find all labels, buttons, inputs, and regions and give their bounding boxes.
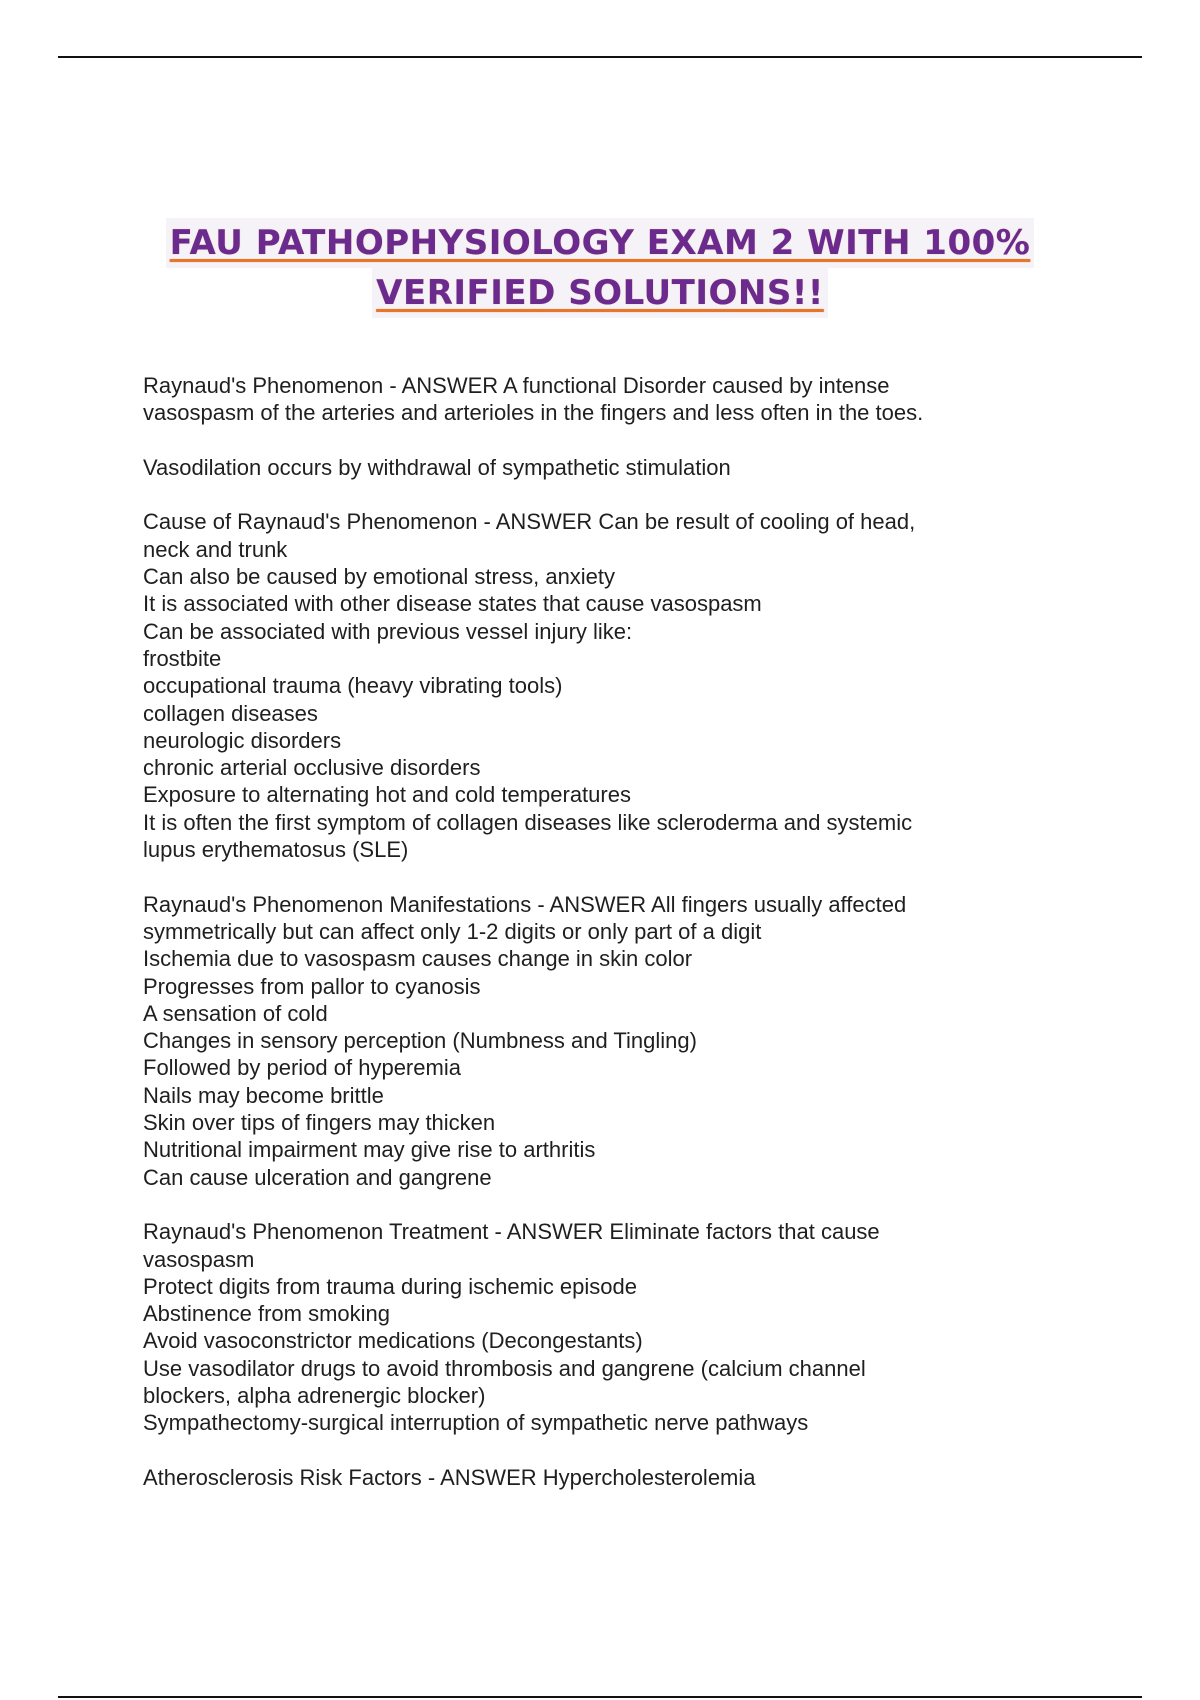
qa-entry [143, 891, 1063, 1191]
entry-line: neck and trunk [143, 536, 288, 562]
entry-line: It is associated with other disease states that cause vasospasm [143, 591, 762, 617]
title-line-1: FAU PATHOPHYSIOLOGY EXAM 2 WITH 100% [166, 218, 1035, 268]
entry-line: vasospasm of the arteries and arterioles in the fingers and less often in the toes. [143, 400, 924, 426]
entry-line: It is often the first symptom of collagen diseases like scleroderma and systemic [143, 809, 913, 835]
entry-line: Can also be caused by emotional stress, anxiety [143, 564, 616, 590]
entry-line: occupational trauma (heavy vibrating tools) [143, 673, 563, 699]
entry-line: blockers, alpha adrenergic blocker) [143, 1382, 486, 1408]
bottom-rule [58, 1696, 1142, 1698]
entry-line: neurologic disorders [143, 727, 342, 753]
entry-line: Changes in sensory perception (Numbness and Tingling) [143, 1028, 697, 1054]
entry-line: Progresses from pallor to cyanosis [143, 973, 481, 999]
entry-line: Nutritional impairment may give rise to arthritis [143, 1137, 596, 1163]
qa-entry [143, 454, 1063, 481]
entry-line: Sympathectomy-surgical interruption of sympathetic nerve pathways [143, 1410, 809, 1436]
entry-line: Avoid vasoconstrictor medications (Decongestants) [143, 1328, 643, 1354]
qa-entry [143, 1464, 1063, 1491]
entry-line: Cause of Raynaud's Phenomenon - ANSWER Can be result of cooling of head, [143, 509, 916, 535]
entry-line: Raynaud's Phenomenon - ANSWER A functional Disorder caused by intense [143, 373, 890, 398]
entry-line: Protect digits from trauma during ischemic episode [143, 1273, 637, 1299]
qa-entry [143, 372, 1063, 427]
entry-line: A sensation of cold [143, 1000, 328, 1026]
entry-line: collagen diseases [143, 700, 318, 726]
entry-line: Nails may become brittle [143, 1082, 384, 1108]
entry-line: Followed by period of hyperemia [143, 1055, 461, 1081]
top-rule [58, 56, 1142, 58]
entry-line: Use vasodilator drugs to avoid thrombosis and gangrene (calcium channel [143, 1355, 866, 1381]
entry-line: Can be associated with previous vessel injury like: [143, 618, 633, 644]
entry-line: Can cause ulceration and gangrene [143, 1164, 492, 1190]
document-title [0, 218, 1200, 318]
document-body [143, 372, 1063, 1518]
qa-entry [143, 508, 1063, 863]
entry-line: frostbite [143, 645, 222, 671]
entry-line: Abstinence from smoking [143, 1301, 390, 1327]
entry-line: symmetrically but can affect only 1-2 digits or only part of a digit [143, 918, 762, 944]
entry-line: Vasodilation occurs by withdrawal of sympathetic stimulation [143, 454, 731, 480]
entry-line: vasospasm [143, 1246, 255, 1272]
entry-line: Ischemia due to vasospasm causes change in skin color [143, 946, 693, 972]
entry-line: Atherosclerosis Risk Factors - ANSWER Hypercholesterolemia [143, 1464, 756, 1490]
entry-line: Exposure to alternating hot and cold temperatures [143, 782, 631, 808]
entry-line: Raynaud's Phenomenon Treatment - ANSWER Eliminate factors that cause [143, 1219, 880, 1245]
qa-entry [143, 1218, 1063, 1436]
entry-line: Raynaud's Phenomenon Manifestations - ANSWER All fingers usually affected [143, 891, 907, 917]
title-line-2: VERIFIED SOLUTIONS!! [372, 268, 828, 318]
entry-line: Skin over tips of fingers may thicken [143, 1110, 496, 1136]
entry-line: lupus erythematosus (SLE) [143, 837, 409, 863]
entry-line: chronic arterial occlusive disorders [143, 755, 481, 781]
